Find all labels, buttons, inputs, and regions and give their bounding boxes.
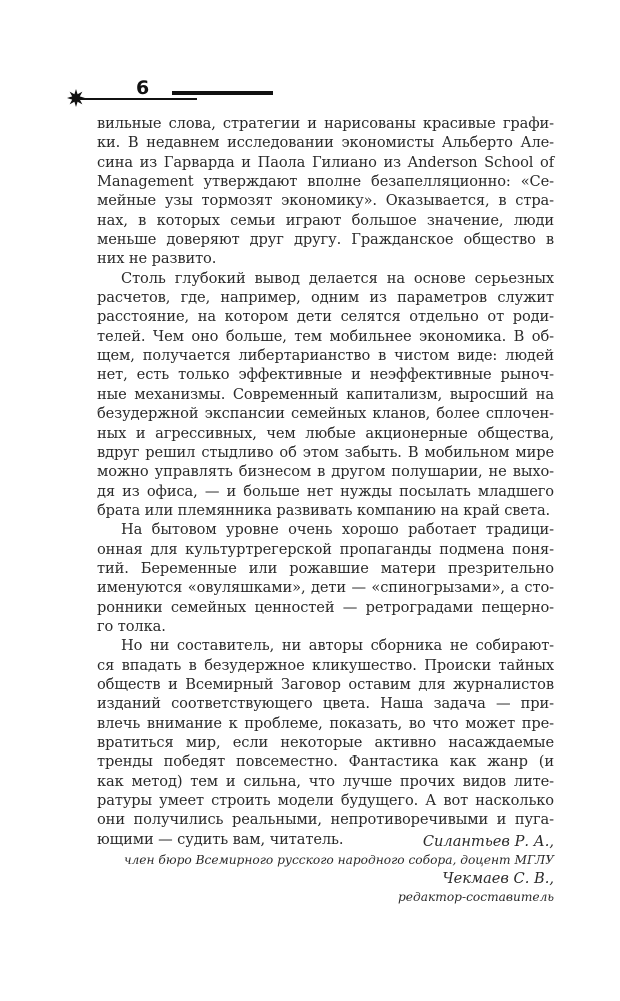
signature-role: член бюро Всемирного русского народного собора, доцент МГЛУ xyxy=(123,853,554,867)
signatures xyxy=(94,832,554,906)
text-line: вильные слова, стратегии и нарисованы красивые графи- xyxy=(97,115,554,132)
text-line: щем, получается либертарианство в чистом виде: людей xyxy=(97,347,554,365)
text-line: дя из офиса, — и больше нет нужды посылать младшего xyxy=(97,482,554,500)
text-line: как метод) тем и сильна, что лучше прочих видов лите- xyxy=(97,772,554,790)
text-line: именуются «овуляшками», дети — «спиногрызами», а сто- xyxy=(97,579,554,597)
text-line: ных и агрессивных, чем любые акционерные общества, xyxy=(97,424,554,442)
text-line: Столь глубокий вывод делается на основе серьезных xyxy=(121,269,554,287)
paragraph xyxy=(97,269,554,520)
text-line: они получились реальными, непротиворечивыми и пуга- xyxy=(97,811,554,829)
text-line: ронники семейных ценностей — ретроградами пещерно- xyxy=(97,598,554,616)
text-line: телей. Чем оно больше, тем мобильнее экономика. В об- xyxy=(97,327,554,345)
body-text xyxy=(97,114,554,849)
text-line: Management утверждают вполне безапелляционно: «Се- xyxy=(97,173,554,191)
text-line: тий. Беременные или рожавшие матери презрительно xyxy=(97,559,554,577)
signature-name: Чекмаев С. В., xyxy=(442,870,554,887)
text-line: На бытовом уровне очень хорошо работает традици- xyxy=(121,521,554,539)
header-rule-thick xyxy=(172,91,273,95)
text-line: изданий соответствующего цвета. Наша задача — при- xyxy=(97,695,554,713)
text-line: ки. В недавнем исследовании экономисты Альберто Але- xyxy=(97,134,554,152)
text-line: ся впадать в безудержное кликушество. Происки тайных xyxy=(97,656,554,674)
signature-name: Силантьев Р. А., xyxy=(422,833,554,850)
text-line: онная для культуртрегерской пропаганды подмена поня- xyxy=(97,540,554,558)
text-line: ющими — судить вам, читатель. xyxy=(97,830,344,848)
paragraph xyxy=(97,520,554,636)
text-line: безудержной экспансии семейных кланов, более сплочен- xyxy=(97,405,554,423)
text-line: вдруг решил стыдливо об этом забыть. В мобильном мире xyxy=(97,443,554,461)
text-line: влечь внимание к проблеме, показать, во что может пре- xyxy=(97,714,554,732)
paragraph xyxy=(97,636,554,849)
text-line: ные механизмы. Современный капитализм, выросший на xyxy=(97,385,554,403)
text-line: нет, есть только эффективные и неэффективные рыноч- xyxy=(97,366,554,384)
text-line: них не развито. xyxy=(97,250,217,268)
text-line: нах, в которых семьи играют большое значение, люди xyxy=(97,211,554,229)
text-line: Но ни составитель, ни авторы сборника не собирают- xyxy=(121,637,554,655)
text-line: можно управлять бизнесом в другом полушарии, не выхо- xyxy=(97,463,554,481)
text-line: меньше доверяют друг другу. Гражданское общество в xyxy=(97,231,554,249)
text-line: го толка. xyxy=(97,617,166,635)
text-line: тренды победят повсеместно. Фантастика как жанр (и xyxy=(97,753,554,771)
text-line: мейные узы тормозят экономику». Оказывается, в стра- xyxy=(97,192,554,210)
page-number: 6 xyxy=(136,77,150,99)
text-line: расстояние, на котором дети селятся отдельно от роди- xyxy=(97,308,554,326)
text-line: брата или племянника развивать компанию на край света. xyxy=(97,501,551,519)
page-header xyxy=(0,0,620,110)
text-line: сина из Гарварда и Паола Гилиано из Anderson School of xyxy=(97,153,554,171)
text-line: обществ и Всемирный Заговор оставим для журналистов xyxy=(97,675,554,693)
signature-role: редактор-составитель xyxy=(397,890,554,904)
paragraph xyxy=(97,114,554,269)
text-line: расчетов, где, например, одним из параметров служит xyxy=(97,289,554,307)
text-line: вратиться мир, если некоторые активно насаждаемые xyxy=(97,734,554,751)
text-line: ратуры умеет строить модели будущего. А вот насколько xyxy=(97,792,554,810)
